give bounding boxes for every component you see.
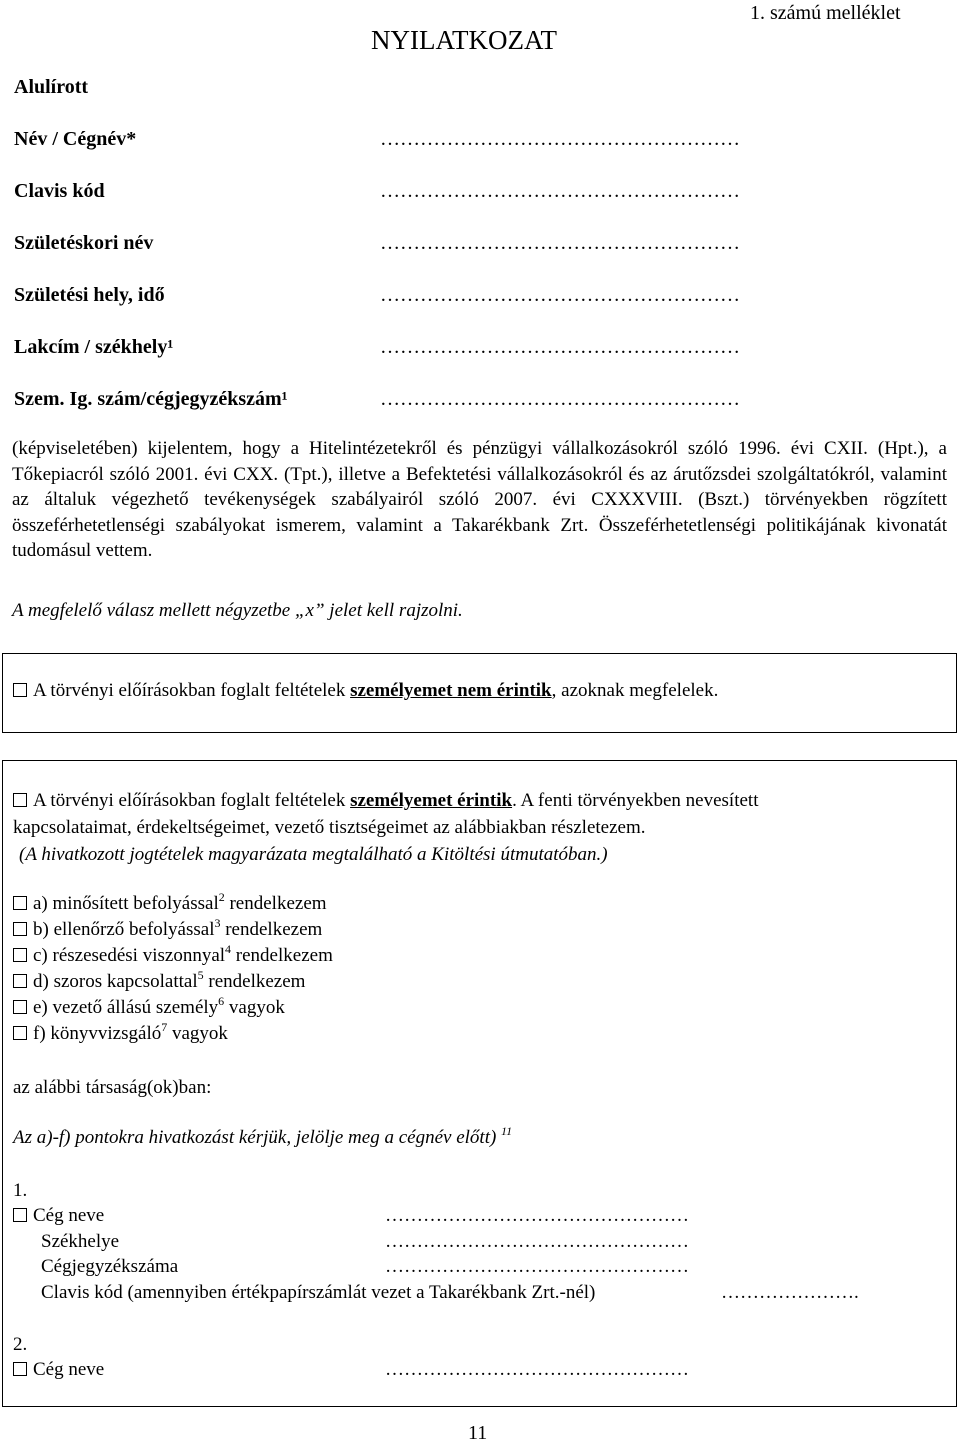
checkbox-company2[interactable] [13,1362,27,1376]
intro-label: Alulírott [14,76,89,98]
item-d-sup: 5 [197,968,204,982]
item-b-sup: 3 [214,916,221,930]
company1-reg-dots[interactable]: ………………………………………… [385,1256,689,1277]
item-e [13,994,285,1019]
item-d-rest: rendelkezem [203,971,306,992]
document-title: NYILATKOZAT [371,25,557,55]
checkbox-item-d[interactable] [13,974,27,988]
option1-emph: személyemet nem érintik [350,680,552,701]
option2-line2: kapcsolataimat, érdekeltségeimet, vezető tisztségeimet az alábbiakban részletezem. [13,817,646,838]
checkbox-item-f[interactable] [13,1026,27,1040]
field-dots-clavis[interactable]: ……………………………………………… [380,180,740,202]
field-label-birth-place: Születési hely, idő [14,284,165,306]
field-label-name: Név / Cégnév* [14,128,137,150]
declaration-paragraph: (képviseletében) kijelentem, hogy a Hitelintézetekről és pénzügyi vállalkozásokról szóló 1996. évi CXII. (Hpt.), a Tőkepiacról szóló 2001. évi CXX. (Tpt.), illetve a Befektetési vállalkozásokról és az árutőzsdei szolgáltatókról, valamint az általuk végezhető tevékenységek szabályairól szóló 2007. évi CXXXVIII. (Bszt.) törvényekben rögzített összeférhetetlenségi szabályokat ismerem, valamint a Takarékbank Zrt. Összeférhetetlenségi politikájának kivonatát tudomásul vettem. [12,438,947,561]
item-f-text: f) könyvvizsgáló [33,1023,162,1044]
field-dots-name[interactable]: ……………………………………………… [380,128,740,150]
option2-pre: A törvényi előírásokban foglalt feltételek [33,790,346,811]
checkbox-not-affected[interactable] [13,683,27,697]
checkbox-item-a[interactable] [13,896,27,910]
option-row-not-affected [13,680,718,702]
page-number: 11 [468,1422,488,1444]
item-d-text: d) szoros kapcsolattal [33,971,198,992]
item-c [13,942,333,967]
option1-pre: A törvényi előírásokban foglalt feltételek [33,680,346,701]
company2-number: 2. [13,1334,28,1355]
companies-note-sup: 11 [501,1124,513,1138]
instruction-text: A megfelelő válasz mellett négyzetbe „x” jelet kell rajzolni. [12,600,463,621]
option-row-affected [13,790,758,812]
companies-note [13,1124,513,1149]
company1-clavis-dots[interactable]: …………………. [721,1282,859,1303]
checkbox-item-c[interactable] [13,948,27,962]
option-box-affected [2,760,957,1407]
company2-name-dots[interactable]: ………………………………………… [385,1359,689,1380]
item-f-rest: vagyok [167,1023,228,1044]
item-f-sup: 7 [161,1020,168,1034]
item-b-text: b) ellenőrző befolyással [33,919,215,940]
field-label-clavis: Clavis kód [14,180,105,202]
company1-name-label: Cég neve [33,1205,105,1226]
field-label-birth-name: Születéskori név [14,232,154,254]
item-d [13,968,306,993]
company2-name-row [13,1359,104,1381]
checkbox-item-e[interactable] [13,1000,27,1014]
item-a-text: a) minősített befolyással [33,893,219,914]
company1-number: 1. [13,1180,28,1201]
field-dots-address[interactable]: ……………………………………………… [380,336,740,358]
item-a [13,890,327,915]
checkbox-affected[interactable] [13,793,27,807]
item-e-sup: 6 [218,994,225,1008]
checkbox-item-b[interactable] [13,922,27,936]
companies-intro: az alábbi társaság(ok)ban: [13,1077,212,1098]
companies-note-text: Az a)-f) pontokra hivatkozást kérjük, jelölje meg a cégnév előtt) [13,1127,497,1148]
company1-clavis-label: Clavis kód (amennyiben értékpapírszámlát vezet a Takarékbank Zrt.-nél) [41,1282,596,1303]
option-box-not-affected [2,653,957,733]
field-dots-id-number[interactable]: ……………………………………………… [380,388,740,410]
company1-reg-label: Cégjegyzékszáma [41,1256,179,1277]
item-a-rest: rendelkezem [224,893,327,914]
item-b-rest: rendelkezem [220,919,323,940]
item-e-rest: vagyok [224,997,285,1018]
item-f [13,1020,228,1045]
item-e-text: e) vezető állású személy [33,997,219,1018]
company1-seat-label: Székhelye [41,1231,120,1252]
option2-line3: (A hivatkozott jogtételek magyarázata megtalálható a Kitöltési útmutatóban.) [19,844,608,865]
item-c-text: c) részesedési viszonnyal [33,945,226,966]
company2-name-label: Cég neve [33,1359,105,1380]
option2-post1: . A fenti törvényekben nevesített [512,790,759,811]
field-label-address: Lakcím / székhely¹ [14,336,174,358]
company1-name-dots[interactable]: ………………………………………… [385,1205,689,1226]
field-dots-birth-place[interactable]: ……………………………………………… [380,284,740,306]
company1-name-row [13,1205,104,1227]
item-c-rest: rendelkezem [231,945,333,966]
field-dots-birth-name[interactable]: ……………………………………………… [380,232,740,254]
item-b [13,916,323,941]
checkbox-company1[interactable] [13,1208,27,1222]
company1-seat-dots[interactable]: ………………………………………… [385,1231,689,1252]
item-c-sup: 4 [225,942,232,956]
field-label-id-number: Szem. Ig. szám/cégjegyzékszám¹ [14,388,288,410]
appendix-label: 1. számú melléklet [750,2,901,24]
option2-emph: személyemet érintik [350,790,513,811]
option1-post: , azoknak megfelelek. [551,680,719,701]
item-a-sup: 2 [218,890,225,904]
